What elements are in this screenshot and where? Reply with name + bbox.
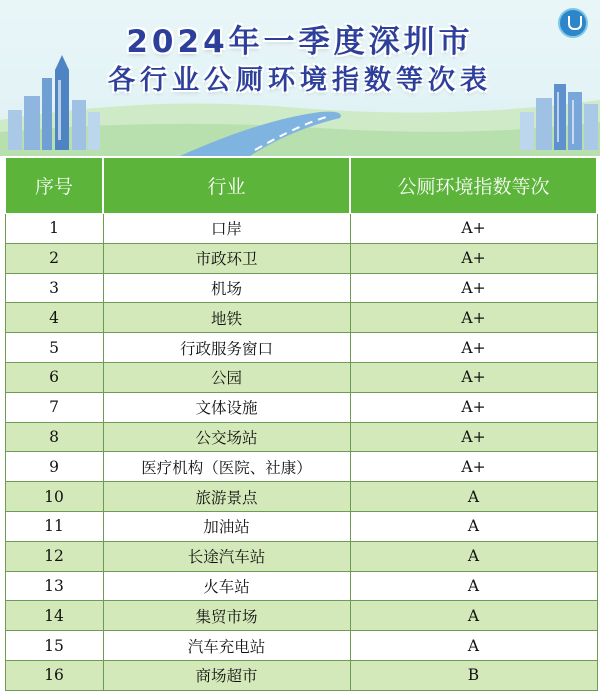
cell-number: 3 — [5, 273, 103, 303]
cell-grade: A+ — [350, 303, 597, 333]
cell-number: 2 — [5, 243, 103, 273]
cell-industry: 行政服务窗口 — [103, 333, 350, 363]
cell-number: 16 — [5, 660, 103, 690]
cell-number: 11 — [5, 511, 103, 541]
cell-industry: 商场超市 — [103, 660, 350, 690]
table-row — [5, 214, 597, 244]
cell-number: 1 — [5, 214, 103, 244]
cell-industry: 地铁 — [103, 303, 350, 333]
cell-number: 13 — [5, 571, 103, 601]
cell-industry: 旅游景点 — [103, 482, 350, 512]
cell-grade: A — [350, 511, 597, 541]
cell-grade: A+ — [350, 243, 597, 273]
cell-industry: 市政环卫 — [103, 243, 350, 273]
cell-grade: A+ — [350, 452, 597, 482]
cell-grade: A — [350, 482, 597, 512]
cell-grade: A — [350, 541, 597, 571]
cell-number: 8 — [5, 422, 103, 452]
cell-number: 14 — [5, 601, 103, 631]
cell-industry: 口岸 — [103, 214, 350, 244]
table-row — [5, 362, 597, 392]
cell-grade: A+ — [350, 422, 597, 452]
cell-number: 15 — [5, 631, 103, 661]
cell-industry: 医疗机构（医院、社康） — [103, 452, 350, 482]
cell-industry: 文体设施 — [103, 392, 350, 422]
cell-grade: A — [350, 631, 597, 661]
cell-grade: A+ — [350, 392, 597, 422]
cell-number: 4 — [5, 303, 103, 333]
table-row — [5, 541, 597, 571]
title-line-2: 各行业公厕环境指数等次表 — [108, 65, 492, 96]
cell-number: 7 — [5, 392, 103, 422]
cell-industry: 公园 — [103, 362, 350, 392]
table-row — [5, 660, 597, 690]
cell-number: 9 — [5, 452, 103, 482]
cell-industry: 公交场站 — [103, 422, 350, 452]
column-header-grade: 公厕环境指数等次 — [350, 157, 597, 214]
table-row — [5, 303, 597, 333]
cell-grade: A — [350, 571, 597, 601]
table-row — [5, 422, 597, 452]
table-header-row — [5, 157, 597, 214]
table-row — [5, 452, 597, 482]
cell-grade: A+ — [350, 273, 597, 303]
table-row — [5, 273, 597, 303]
table-row — [5, 333, 597, 363]
header-banner — [0, 0, 600, 156]
grade-table — [4, 156, 598, 691]
cell-industry: 机场 — [103, 273, 350, 303]
cell-industry: 加油站 — [103, 511, 350, 541]
table-row — [5, 601, 597, 631]
column-header-industry: 行业 — [103, 157, 350, 214]
table-row — [5, 392, 597, 422]
table-row — [5, 571, 597, 601]
cell-number: 12 — [5, 541, 103, 571]
table-row — [5, 482, 597, 512]
table-row — [5, 243, 597, 273]
cell-number: 5 — [5, 333, 103, 363]
cell-grade: A+ — [350, 333, 597, 363]
cell-industry: 火车站 — [103, 571, 350, 601]
cell-grade: A+ — [350, 362, 597, 392]
logo-icon — [558, 8, 588, 38]
grade-table-container — [4, 156, 596, 691]
table-row — [5, 511, 597, 541]
cell-grade: B — [350, 660, 597, 690]
cell-grade: A+ — [350, 214, 597, 244]
cell-industry: 长途汽车站 — [103, 541, 350, 571]
column-header-no: 序号 — [5, 157, 103, 214]
cell-number: 10 — [5, 482, 103, 512]
table-row — [5, 631, 597, 661]
cell-industry: 汽车充电站 — [103, 631, 350, 661]
cell-industry: 集贸市场 — [103, 601, 350, 631]
cell-number: 6 — [5, 362, 103, 392]
cell-grade: A — [350, 601, 597, 631]
title-line-1: 2024年一季度深圳市 — [126, 24, 474, 60]
